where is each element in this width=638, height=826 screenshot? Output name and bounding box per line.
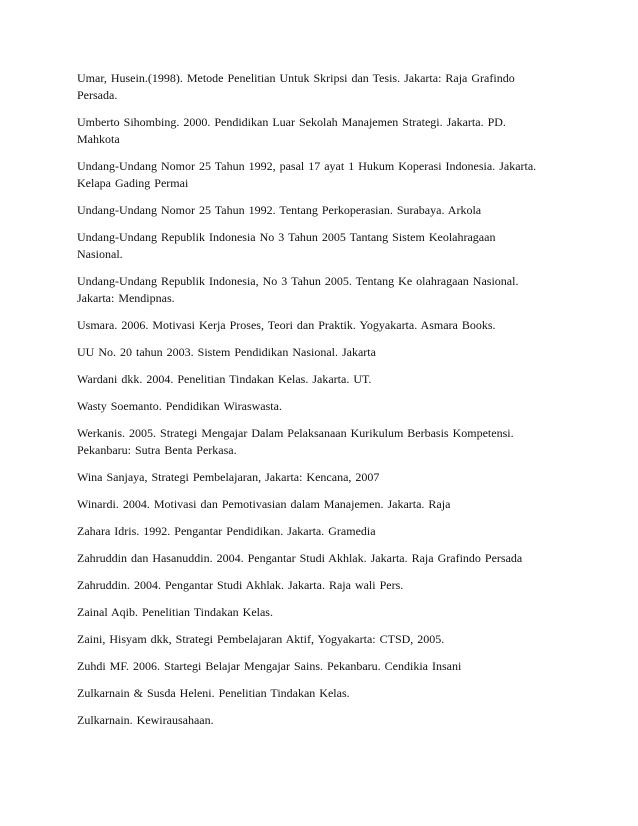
reference-entry: Zahruddin. 2004. Pengantar Studi Akhlak. Jakarta. Raja wali Pers. [77,578,404,592]
reference-entry: Zainal Aqib. Penelitian Tindakan Kelas. [77,605,273,619]
reference-entry: UU No. 20 tahun 2003. Sistem Pendidikan Nasional. Jakarta [77,345,376,359]
reference-entry: Zahruddin dan Hasanuddin. 2004. Pengantar Studi Akhlak. Jakarta. Raja Grafindo Persada [77,551,523,565]
reference-entry: Undang-Undang Nomor 25 Tahun 1992. Tentang Perkoperasian. Surabaya. Arkola [77,203,482,217]
reference-list [77,70,537,739]
reference-entry: Zulkarnain & Susda Heleni. Penelitian Tindakan Kelas. [77,686,350,700]
reference-entry: Zulkarnain. Kewirausahaan. [77,713,214,727]
reference-entry: Undang-Undang Nomor 25 Tahun 1992, pasal 17 ayat 1 Hukum Koperasi Indonesia. Jakarta. Kelapa Gading Permai [77,159,537,190]
reference-entry: Umberto Sihombing. 2000. Pendidikan Luar Sekolah Manajemen Strategi. Jakarta. PD. Mahkota [77,115,506,146]
reference-entry: Zuhdi MF. 2006. Startegi Belajar Mengajar Sains. Pekanbaru. Cendikia Insani [77,659,462,673]
reference-entry: Zahara Idris. 1992. Pengantar Pendidikan. Jakarta. Gramedia [77,524,376,538]
reference-entry: Wasty Soemanto. Pendidikan Wiraswasta. [77,399,282,413]
reference-entry: Zaini, Hisyam dkk, Strategi Pembelajaran Aktif, Yogyakarta: CTSD, 2005. [77,632,445,646]
reference-entry: Umar, Husein.(1998). Metode Penelitian Untuk Skripsi dan Tesis. Jakarta: Raja Grafindo Persada. [77,71,515,102]
reference-entry: Undang-Undang Republik Indonesia, No 3 Tahun 2005. Tentang Ke olahragaan Nasional. Jakarta: Mendipnas. [77,274,519,305]
reference-entry: Wina Sanjaya, Strategi Pembelajaran, Jakarta: Kencana, 2007 [77,470,380,484]
reference-entry: Winardi. 2004. Motivasi dan Pemotivasian dalam Manajemen. Jakarta. Raja [77,497,451,511]
reference-entry: Undang-Undang Republik Indonesia No 3 Tahun 2005 Tantang Sistem Keolahragaan Nasional. [77,230,496,261]
reference-entry: Werkanis. 2005. Strategi Mengajar Dalam Pelaksanaan Kurikulum Berbasis Kompetensi. Pekanbaru: Sutra Benta Perkasa. [77,426,514,457]
reference-entry: Wardani dkk. 2004. Penelitian Tindakan Kelas. Jakarta. UT. [77,372,372,386]
reference-entry: Usmara. 2006. Motivasi Kerja Proses, Teori dan Praktik. Yogyakarta. Asmara Books. [77,318,496,332]
